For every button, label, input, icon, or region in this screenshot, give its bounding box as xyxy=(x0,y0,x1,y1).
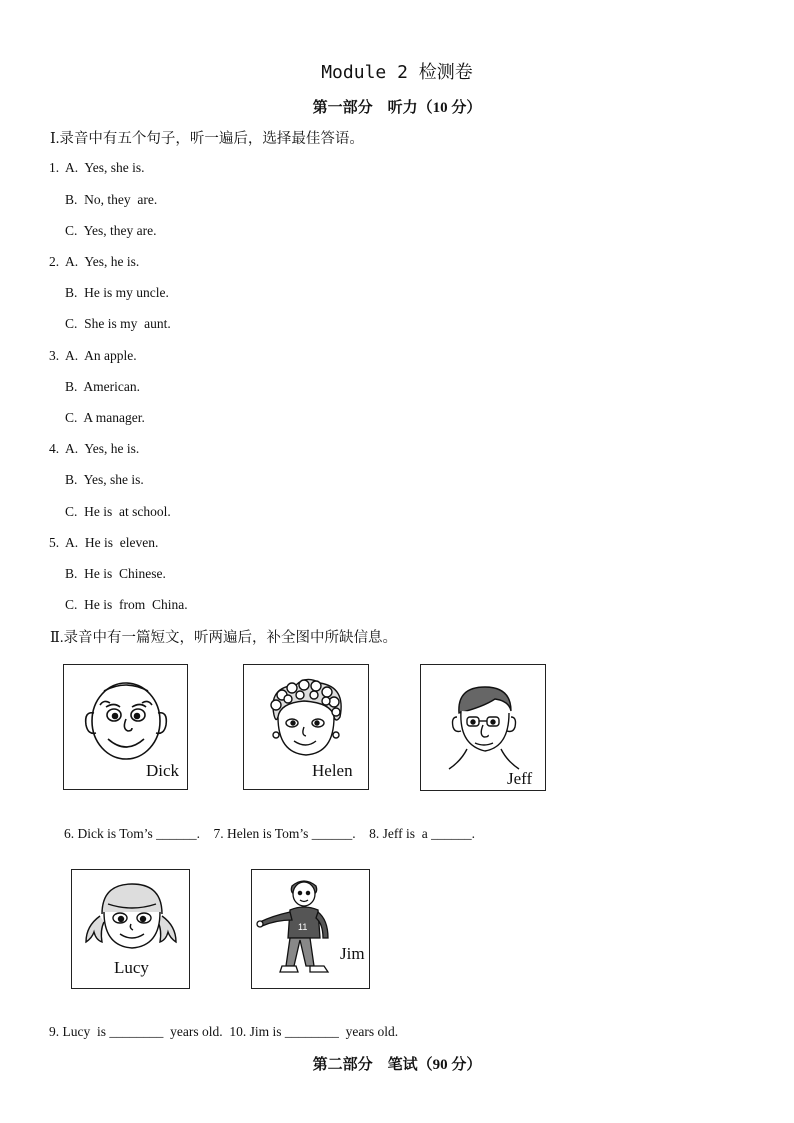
picture-lucy xyxy=(71,869,190,989)
question-number: 3. xyxy=(49,348,60,363)
answer-option: C. He is from China. xyxy=(65,597,188,612)
picture-jeff xyxy=(420,664,546,791)
question-number: 1. xyxy=(49,160,60,175)
answer-option: B. American. xyxy=(65,379,140,394)
answer-option: A. Yes, she is. xyxy=(65,160,145,175)
answer-option: A. Yes, he is. xyxy=(65,441,140,456)
answer-option: C. A manager. xyxy=(65,410,145,425)
answer-option: B. He is Chinese. xyxy=(65,566,166,581)
fill-in-row-1: 6. Dick is Tom’s ______. 7. Helen is Tom’s ______. 8. Jeff is a ______. xyxy=(64,826,475,841)
answer-option: B. He is my uncle. xyxy=(65,285,169,300)
jim-boy-illustration xyxy=(252,870,371,990)
picture-helen xyxy=(243,664,369,790)
picture-label-dick: Dick xyxy=(146,761,180,780)
answer-option: B. Yes, she is. xyxy=(65,472,144,487)
answer-option: A. He is eleven. xyxy=(65,535,159,550)
answer-option: C. He is at school. xyxy=(65,504,171,519)
section2-instruction: Ⅱ.录音中有一篇短文，听两遍后，补全图中所缺信息。 xyxy=(50,630,397,646)
picture-label-jeff: Jeff xyxy=(507,769,533,788)
picture-dick xyxy=(63,664,188,790)
answer-option: B. No, they are. xyxy=(65,192,158,207)
page-title: Module 2 检测卷 xyxy=(321,62,473,83)
answer-option: A. An apple. xyxy=(65,348,137,363)
picture-label-helen: Helen xyxy=(312,761,353,780)
section1-instruction: Ⅰ.录音中有五个句子，听一遍后，选择最佳答语。 xyxy=(50,131,364,147)
answer-option: C. She is my aunt. xyxy=(65,316,171,331)
picture-jim xyxy=(251,869,370,989)
fill-in-row-2: 9. Lucy is ________ years old. 10. Jim is ________ years old. xyxy=(49,1024,399,1039)
answer-option: C. Yes, they are. xyxy=(65,223,157,238)
picture-label-lucy: Lucy xyxy=(114,958,149,977)
part1-heading: 第一部分 听力（10 分） xyxy=(312,100,482,116)
question-number: 2. xyxy=(49,254,60,269)
question-number: 4. xyxy=(49,441,60,456)
jim-shirt-number: 11 xyxy=(298,922,308,932)
part2-heading: 第二部分 笔试（90 分） xyxy=(312,1057,482,1073)
question-number: 5. xyxy=(49,535,60,550)
answer-option: A. Yes, he is. xyxy=(65,254,140,269)
picture-label-jim: Jim xyxy=(340,944,365,963)
